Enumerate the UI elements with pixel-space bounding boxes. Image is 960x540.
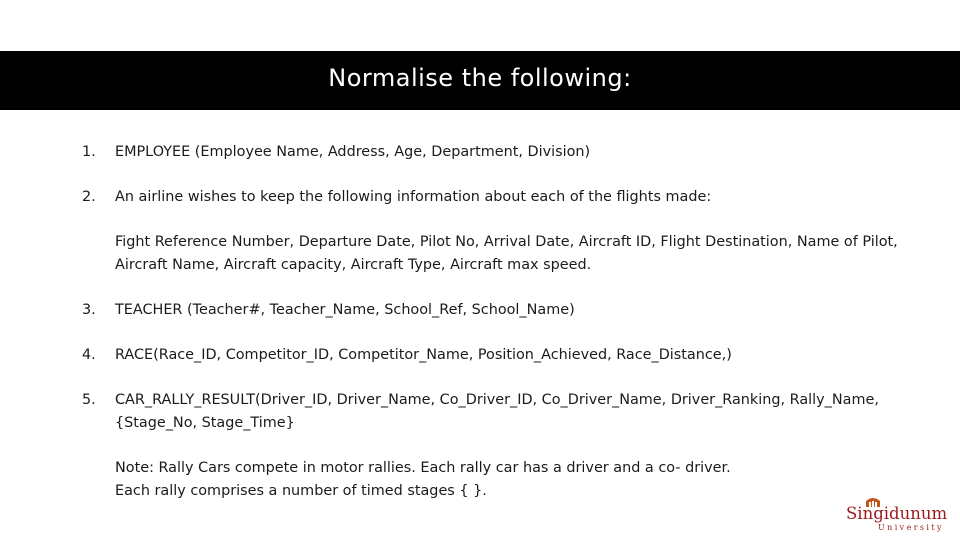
note-text: Note: Rally Cars compete in motor rallies. Each rally car has a driver and a co- driver. (115, 460, 731, 476)
slide-title: Normalise the following: (328, 64, 632, 92)
item-text: Aircraft Name, Aircraft capacity, Aircraft Type, Aircraft max speed. (115, 257, 592, 273)
note-text: Each rally comprises a number of timed stages { }. (115, 483, 487, 499)
item-text: RACE(Race_ID, Competitor_ID, Competitor_Name, Position_Achieved, Race_Distance,) (115, 347, 732, 363)
item-number: 4. (82, 347, 96, 363)
item-text: TEACHER (Teacher#, Teacher_Name, School_Ref, School_Name) (115, 302, 575, 318)
item-number: 2. (82, 189, 96, 205)
item-number: 5. (82, 392, 96, 408)
university-logo (846, 496, 956, 536)
item-text: CAR_RALLY_RESULT(Driver_ID, Driver_Name, Co_Driver_ID, Co_Driver_Name, Driver_Ranking, Rally_Name, (115, 392, 879, 408)
item-text: {Stage_No, Stage_Time} (115, 415, 295, 431)
item-number: 3. (82, 302, 96, 318)
logo-subtitle: University (878, 523, 944, 532)
item-text: EMPLOYEE (Employee Name, Address, Age, Department, Division) (115, 144, 591, 160)
title-bar (0, 51, 960, 110)
item-number: 1. (82, 144, 96, 160)
item-text: Fight Reference Number, Departure Date, Pilot No, Arrival Date, Aircraft ID, Flight Destination, Name of Pilot, (115, 234, 898, 250)
logo-name: Singidunum (846, 504, 948, 523)
item-text: An airline wishes to keep the following information about each of the flights made: (115, 189, 712, 205)
